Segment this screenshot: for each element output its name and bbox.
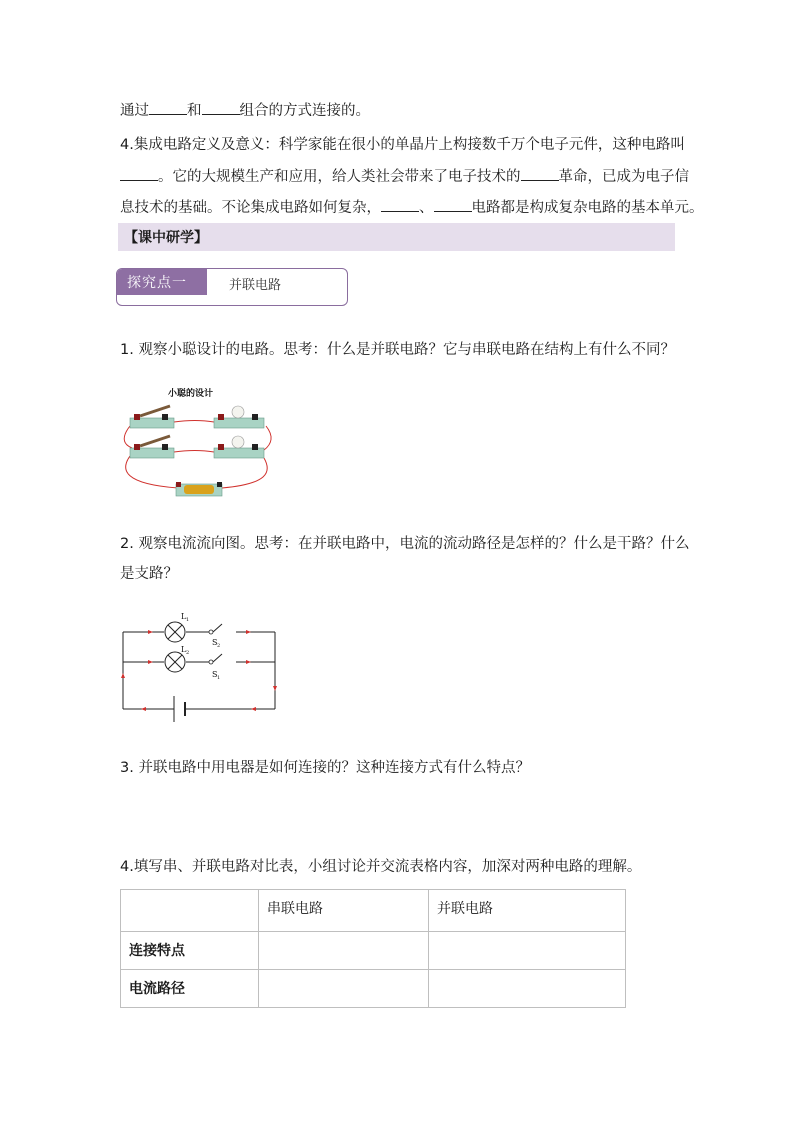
explore-tag-label-bg — [117, 269, 207, 295]
intro-line-3 — [120, 166, 689, 187]
current-arrows — [121, 630, 277, 711]
question-2-line-2: 是支路？ — [120, 566, 178, 582]
table-row — [121, 970, 626, 1008]
comparison-table — [120, 889, 626, 1008]
explore-tag-label: 探究点一 — [127, 275, 187, 291]
question-3: 3. 并联电路中用电器是如何连接的？这种连接方式有什么特点？ — [120, 760, 530, 776]
label-s1: S — [212, 670, 218, 679]
question-2-line-1: 2. 观察电流流向图。思考：在并联电路中，电流的流动路径是怎样的？什么是干路？什么 — [120, 536, 690, 552]
table-cell-input[interactable] — [259, 970, 429, 1008]
label-l2-sub: 2 — [186, 650, 190, 656]
intro-text: 电路都是构成复杂电路的基本单元。 — [471, 200, 704, 216]
section-header — [118, 223, 675, 251]
fill-blank — [521, 166, 559, 181]
intro-text: 革命，已成为电子信 — [558, 169, 689, 185]
label-s1-sub: 1 — [217, 675, 221, 681]
fill-blank — [120, 166, 158, 181]
table-header-row — [121, 890, 626, 932]
table-row-label: 电流路径 — [121, 970, 259, 1008]
table-cell-input[interactable] — [429, 970, 626, 1008]
table-header-cell — [121, 890, 259, 932]
intro-text: 和 — [187, 103, 202, 119]
label-s2: S — [212, 638, 218, 647]
question-1: 1. 观察小聪设计的电路。思考：什么是并联电路？它与串联电路在结构上有什么不同？ — [120, 342, 675, 358]
lamp-l1 — [165, 622, 185, 642]
explore-tag — [116, 268, 348, 306]
table-row — [121, 932, 626, 970]
question-4: 4.填写串、并联电路对比表，小组讨论并交流表格内容，加深对两种电路的理解。 — [120, 859, 642, 875]
intro-text: 通过 — [120, 103, 149, 119]
explore-topic: 并联电路 — [229, 278, 282, 293]
table-header-cell: 并联电路 — [429, 890, 626, 932]
figure-physical-circuit — [118, 380, 274, 502]
table-cell-input[interactable] — [259, 932, 429, 970]
intro-line-2: 4.集成电路定义及意义：科学家能在很小的单晶片上构接数千万个电子元件，这种电路叫 — [120, 137, 685, 153]
label-s2-sub: 2 — [217, 643, 221, 649]
label-l1-sub: 1 — [186, 617, 190, 623]
intro-text: 、 — [419, 200, 434, 216]
table-cell-input[interactable] — [429, 932, 626, 970]
label-l2: L — [181, 645, 187, 654]
intro-text: 组合的方式连接的。 — [239, 103, 370, 119]
fill-blank — [149, 100, 187, 115]
figure-parallel-schematic — [118, 610, 282, 728]
section-title: 【课中研学】 — [124, 230, 208, 246]
battery-symbol — [174, 696, 185, 722]
intro-text: 息技术的基础。不论集成电路如何复杂， — [120, 200, 381, 216]
fill-blank — [381, 197, 419, 212]
intro-line-4 — [120, 197, 704, 218]
table-header-cell: 串联电路 — [259, 890, 429, 932]
figure-caption: 小聪的设计 — [168, 389, 214, 399]
label-l1: L — [181, 612, 187, 621]
table-row-label: 连接特点 — [121, 932, 259, 970]
intro-line-1 — [120, 100, 370, 121]
intro-text: 。它的大规模生产和应用，给人类社会带来了电子技术的 — [158, 169, 521, 185]
lamp-l2 — [165, 652, 185, 672]
fill-blank — [434, 197, 472, 212]
fill-blank — [202, 100, 240, 115]
